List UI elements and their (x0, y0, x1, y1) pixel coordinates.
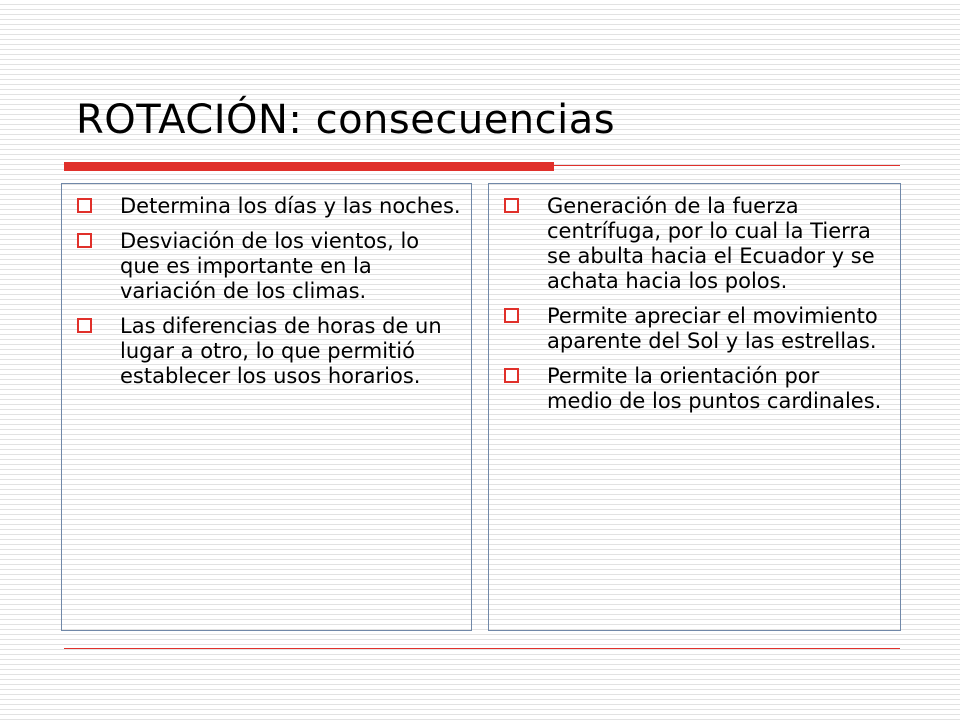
list-item (76, 229, 461, 304)
bullet-text: Desviación de los vientos, lo que es importante en la variación de los climas. (120, 229, 420, 303)
square-bullet-icon (504, 368, 519, 383)
square-bullet-icon (77, 198, 92, 213)
list-item (503, 304, 890, 354)
right-bullet-list (503, 194, 890, 414)
bullet-text: Permite la orientación por medio de los puntos cardinales. (547, 364, 882, 413)
square-bullet-icon (504, 198, 519, 213)
list-item (503, 194, 890, 294)
left-column (61, 183, 472, 631)
title-underline-thin (554, 165, 900, 166)
list-item (76, 194, 461, 219)
list-item (503, 364, 890, 414)
square-bullet-icon (504, 308, 519, 323)
title-underline-thick (64, 162, 554, 171)
bottom-divider (64, 648, 900, 649)
list-item (76, 314, 461, 389)
bullet-text: Generación de la fuerza centrífuga, por lo cual la Tierra se abulta hacia el Ecuador y se achata hacia los polos. (547, 194, 875, 293)
square-bullet-icon (77, 233, 92, 248)
bullet-text: Las diferencias de horas de un lugar a otro, lo que permitió establecer los usos horarios. (120, 314, 442, 388)
bullet-text: Permite apreciar el movimiento aparente del Sol y las estrellas. (547, 304, 878, 353)
square-bullet-icon (77, 318, 92, 333)
bullet-text: Determina los días y las noches. (120, 194, 461, 218)
left-bullet-list (76, 194, 461, 389)
right-column (488, 183, 901, 631)
slide-title: ROTACIÓN: consecuencias (76, 97, 616, 143)
